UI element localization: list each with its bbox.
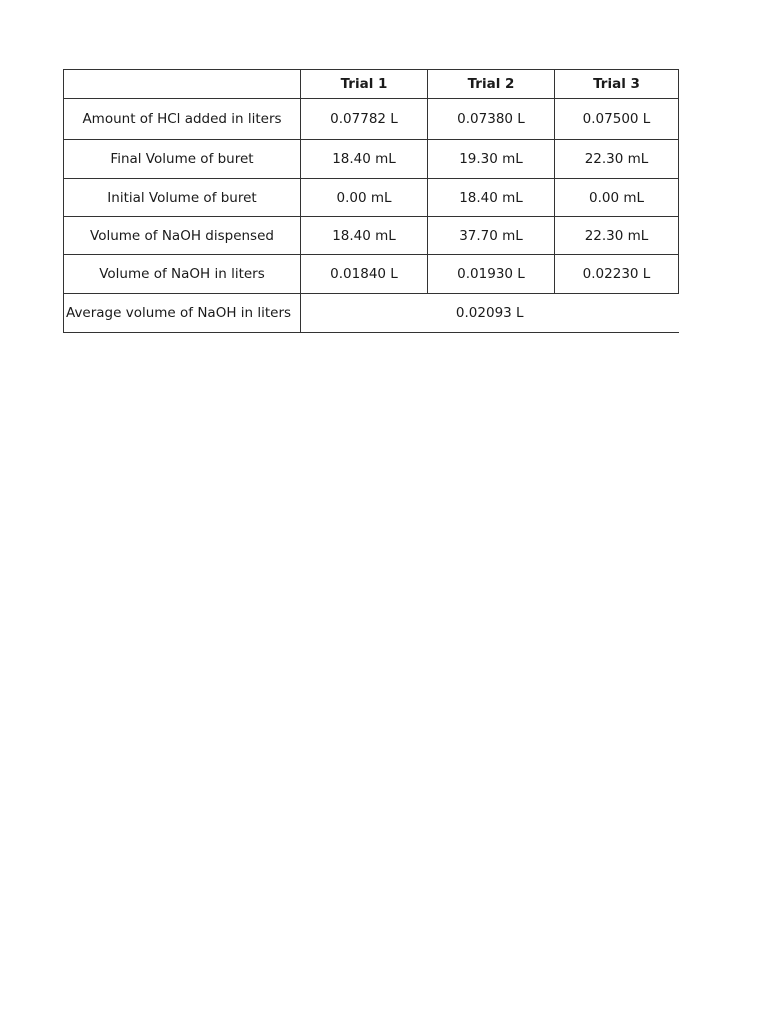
table-cell: 37.70 mL [428,217,555,255]
header-trial-2: Trial 2 [428,70,555,99]
table-header-row [64,70,679,99]
table-cell: 0.07782 L [301,99,428,140]
row-label: Final Volume of buret [64,140,301,179]
header-cell-empty [64,70,301,99]
results-table [63,69,679,333]
table-row-hcl-amount [64,99,679,140]
table-cell: 18.40 mL [301,217,428,255]
row-label: Amount of HCl added in liters [64,99,301,140]
table-cell: 0.01840 L [301,255,428,294]
table-row-average [64,294,679,333]
table-cell: 0.00 mL [555,179,679,217]
average-value: 0.02093 L [301,294,679,333]
row-label: Initial Volume of buret [64,179,301,217]
table-row-naoh-liters [64,255,679,294]
table-row-initial-volume [64,179,679,217]
table-cell: 0.00 mL [301,179,428,217]
average-label: Average volume of NaOH in liters [64,294,301,333]
header-trial-3: Trial 3 [555,70,679,99]
table-row-final-volume [64,140,679,179]
table-cell: 19.30 mL [428,140,555,179]
row-label: Volume of NaOH dispensed [64,217,301,255]
table-cell: 0.01930 L [428,255,555,294]
row-label: Volume of NaOH in liters [64,255,301,294]
table-cell: 0.02230 L [555,255,679,294]
table-cell: 18.40 mL [301,140,428,179]
table-row-naoh-dispensed [64,217,679,255]
header-trial-1: Trial 1 [301,70,428,99]
table-cell: 18.40 mL [428,179,555,217]
table-cell: 0.07500 L [555,99,679,140]
table-cell: 22.30 mL [555,140,679,179]
table-cell: 22.30 mL [555,217,679,255]
table-cell: 0.07380 L [428,99,555,140]
